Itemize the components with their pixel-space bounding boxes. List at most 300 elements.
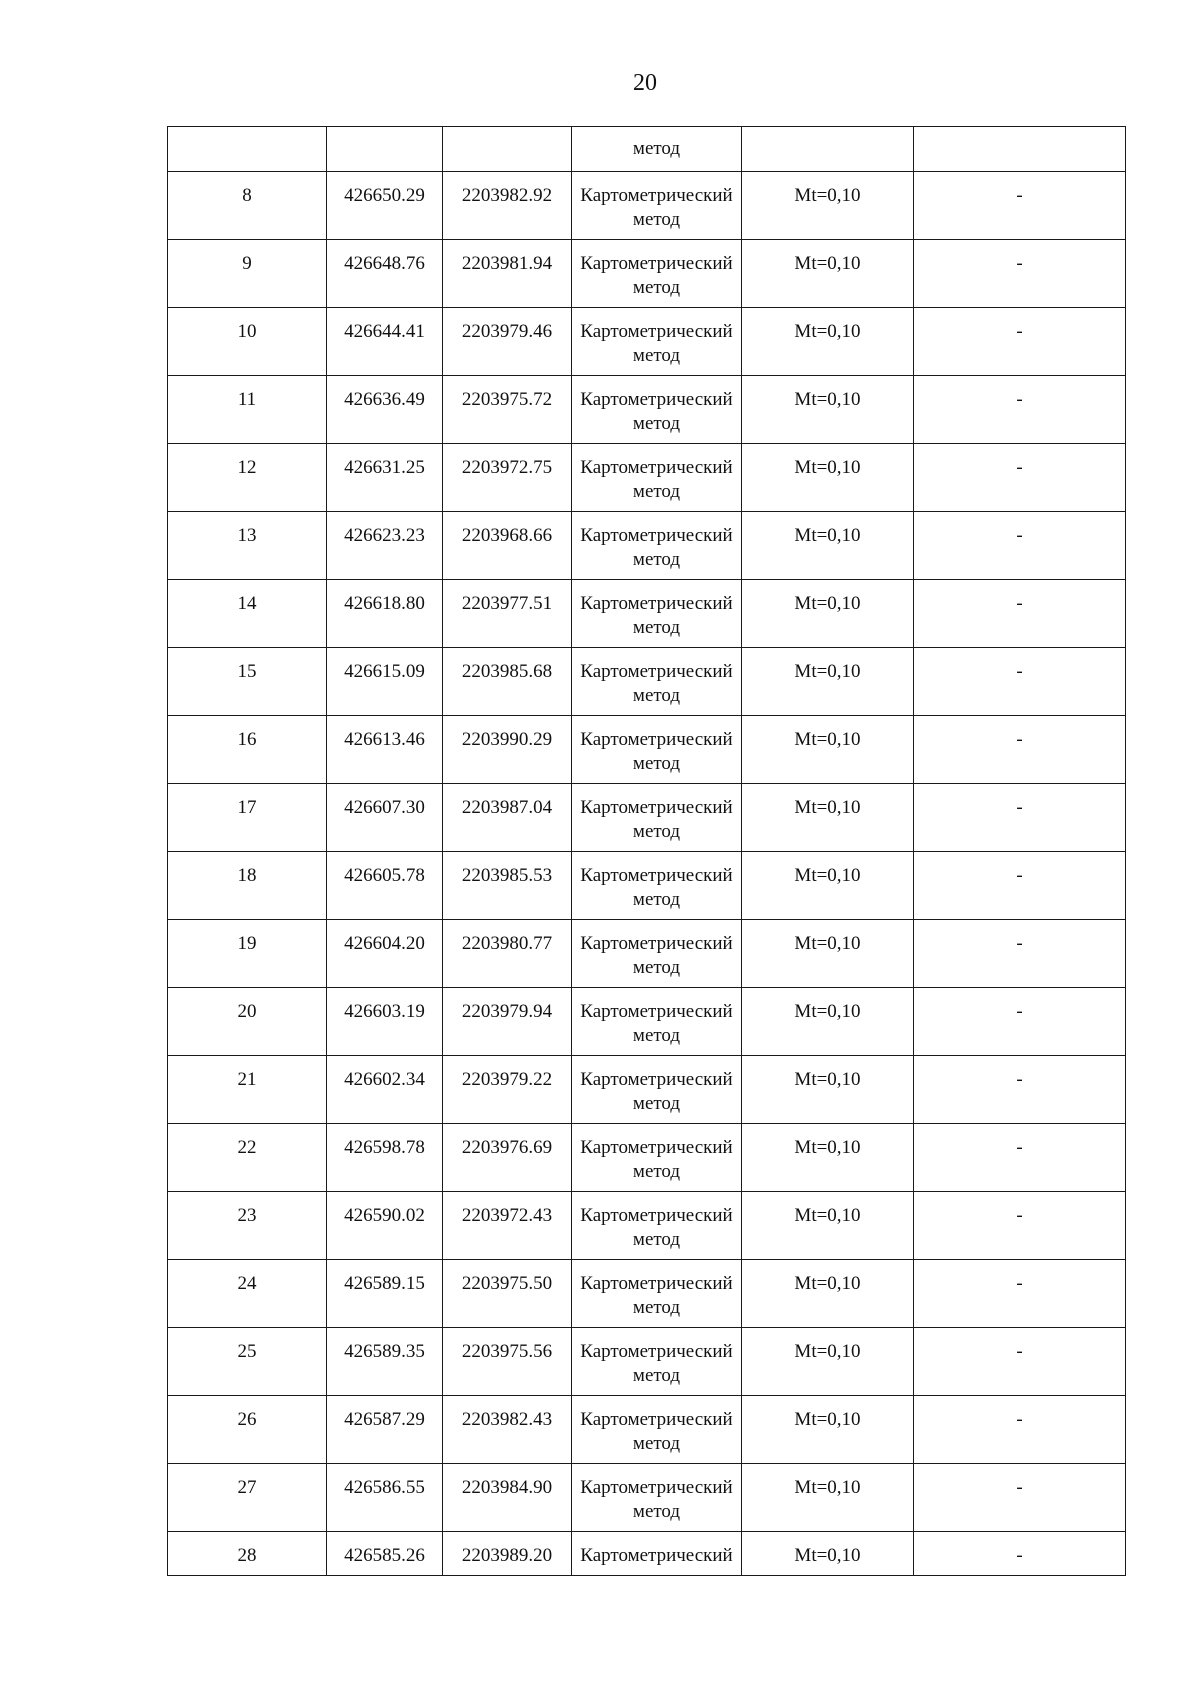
method-text <box>572 1532 741 1568</box>
point-number-text: 11 <box>237 389 257 410</box>
table-row <box>168 580 1126 648</box>
method-line-1: Картометрический <box>580 1137 733 1158</box>
method-text <box>572 240 741 300</box>
point-number-cell <box>168 580 327 648</box>
x-coordinate-cell <box>327 308 443 376</box>
method-line-2: метод <box>632 549 681 570</box>
method-line-1: Картометрический <box>580 1477 733 1498</box>
point-number-cell <box>168 376 327 444</box>
method-line-2: метод <box>632 1297 681 1318</box>
note-cell <box>914 1532 1126 1576</box>
x-coordinate-text: 426590.02 <box>344 1205 425 1226</box>
method-text <box>572 308 741 368</box>
x-coordinate-text: 426605.78 <box>344 865 425 886</box>
y-coordinate-cell <box>443 580 572 648</box>
note-cell <box>914 172 1126 240</box>
y-coordinate-text: 2203968.66 <box>461 525 553 546</box>
x-coordinate-cell <box>327 1260 443 1328</box>
note-cell <box>914 240 1126 308</box>
y-coordinate-cell <box>443 240 572 308</box>
point-number-text: 27 <box>237 1477 257 1498</box>
method-text <box>572 1464 741 1524</box>
method-cell <box>572 1396 742 1464</box>
x-coordinate-text: 426615.09 <box>344 661 425 682</box>
method-cell <box>572 784 742 852</box>
accuracy-cell <box>742 716 914 784</box>
note-text: - <box>1016 865 1023 886</box>
note-text: - <box>1016 1273 1023 1294</box>
method-text <box>572 376 741 436</box>
x-coordinate-text: 426586.55 <box>344 1477 425 1498</box>
table-body <box>168 127 1126 1576</box>
method-text <box>572 580 741 640</box>
method-line-1: Картометрический <box>580 797 733 818</box>
accuracy-cell <box>742 988 914 1056</box>
method-text: метод <box>632 138 681 159</box>
point-number-cell <box>168 1124 327 1192</box>
method-line-1: Картометрический <box>580 1409 733 1430</box>
method-cell <box>572 988 742 1056</box>
accuracy-text: Mt=0,10 <box>794 457 861 478</box>
point-number-cell <box>168 1532 327 1576</box>
point-number-text: 22 <box>237 1137 257 1158</box>
point-number-cell <box>168 716 327 784</box>
table-row <box>168 716 1126 784</box>
note-cell <box>914 308 1126 376</box>
y-coordinate-cell <box>443 852 572 920</box>
method-text <box>572 1192 741 1252</box>
method-text <box>572 1396 741 1456</box>
point-number-text: 25 <box>237 1341 257 1362</box>
note-text: - <box>1016 1341 1023 1362</box>
table-row <box>168 1532 1126 1576</box>
y-coordinate-text: 2203972.43 <box>461 1205 553 1226</box>
y-coordinate-cell <box>443 1192 572 1260</box>
accuracy-cell <box>742 376 914 444</box>
table-row <box>168 1192 1126 1260</box>
accuracy-text: Mt=0,10 <box>794 933 861 954</box>
accuracy-text: Mt=0,10 <box>794 1205 861 1226</box>
note-text: - <box>1016 661 1023 682</box>
x-coordinate-text: 426648.76 <box>344 253 425 274</box>
accuracy-text: Mt=0,10 <box>794 321 861 342</box>
table-row <box>168 1396 1126 1464</box>
point-number-cell <box>168 648 327 716</box>
note-text: - <box>1016 797 1023 818</box>
y-coordinate-text: 2203990.29 <box>461 729 553 750</box>
table-row <box>168 852 1126 920</box>
accuracy-text: Mt=0,10 <box>794 797 861 818</box>
point-number-text: 28 <box>237 1545 257 1566</box>
point-number-cell <box>168 1328 327 1396</box>
point-number-cell <box>168 852 327 920</box>
point-number-cell <box>168 512 327 580</box>
y-coordinate-text: 2203975.50 <box>461 1273 553 1294</box>
accuracy-cell <box>742 1396 914 1464</box>
y-coordinate-cell <box>443 308 572 376</box>
method-line-2: метод <box>632 1093 681 1114</box>
point-number-text: 9 <box>242 253 252 274</box>
y-coordinate-text: 2203977.51 <box>461 593 553 614</box>
method-line-2: метод <box>632 413 681 434</box>
accuracy-text: Mt=0,10 <box>794 1341 861 1362</box>
method-line-1: Картометрический <box>580 1545 733 1566</box>
method-text <box>572 172 741 232</box>
y-coordinate-text: 2203975.56 <box>461 1341 553 1362</box>
note-cell <box>914 920 1126 988</box>
method-line-1: Картометрический <box>580 1205 733 1226</box>
y-coordinate-cell <box>443 172 572 240</box>
x-coordinate-cell <box>327 1396 443 1464</box>
accuracy-text: Mt=0,10 <box>794 253 861 274</box>
accuracy-text: Mt=0,10 <box>794 1001 861 1022</box>
note-cell <box>914 1124 1126 1192</box>
point-number-text: 15 <box>237 661 257 682</box>
method-cell <box>572 1328 742 1396</box>
accuracy-cell <box>742 580 914 648</box>
y-coordinate-text: 2203985.53 <box>461 865 553 886</box>
point-number-text: 10 <box>237 321 257 342</box>
point-number-cell <box>168 444 327 512</box>
y-coordinate-cell <box>443 376 572 444</box>
continuation-row <box>168 127 1126 172</box>
method-cell <box>572 852 742 920</box>
y-coordinate-text: 2203982.92 <box>461 185 553 206</box>
point-number-cell <box>168 1260 327 1328</box>
point-number-cell <box>168 172 327 240</box>
method-line-2: метод <box>632 821 681 842</box>
table-row <box>168 1328 1126 1396</box>
y-coordinate-cell <box>443 1396 572 1464</box>
x-coordinate-cell <box>327 1464 443 1532</box>
x-coordinate-text: 426587.29 <box>344 1409 425 1430</box>
table-row <box>168 376 1126 444</box>
point-number-text: 23 <box>237 1205 257 1226</box>
point-number-cell <box>168 308 327 376</box>
x-coordinate-cell <box>327 376 443 444</box>
y-coordinate-cell <box>443 784 572 852</box>
method-text <box>572 1328 741 1388</box>
method-text <box>572 1260 741 1320</box>
accuracy-text: Mt=0,10 <box>794 593 861 614</box>
note-text: - <box>1016 389 1023 410</box>
x-coordinate-text: 426604.20 <box>344 933 425 954</box>
table-row <box>168 1056 1126 1124</box>
y-coordinate-text: 2203981.94 <box>461 253 553 274</box>
x-coordinate-cell <box>327 444 443 512</box>
accuracy-cell <box>742 852 914 920</box>
y-coordinate-text: 2203979.22 <box>461 1069 553 1090</box>
note-text: - <box>1016 185 1023 206</box>
method-text <box>572 716 741 776</box>
table-row <box>168 240 1126 308</box>
method-cell <box>572 580 742 648</box>
table-row <box>168 988 1126 1056</box>
method-cell <box>572 920 742 988</box>
y-coordinate-cell <box>443 1124 572 1192</box>
note-cell <box>914 716 1126 784</box>
method-cell <box>572 648 742 716</box>
accuracy-text: Mt=0,10 <box>794 1477 861 1498</box>
method-line-1: Картометрический <box>580 525 733 546</box>
point-number-text: 26 <box>237 1409 257 1430</box>
y-coordinate-text: 2203984.90 <box>461 1477 553 1498</box>
x-coordinate-cell <box>327 1532 443 1576</box>
method-line-2: метод <box>632 1229 681 1250</box>
note-cell <box>914 1328 1126 1396</box>
method-cell <box>572 240 742 308</box>
method-line-2: метод <box>632 481 681 502</box>
x-coordinate-cell <box>327 1328 443 1396</box>
x-coordinate-text: 426650.29 <box>344 185 425 206</box>
method-cell <box>572 127 742 172</box>
x-coordinate-cell <box>327 920 443 988</box>
point-number-cell <box>168 1464 327 1532</box>
accuracy-cell <box>742 1260 914 1328</box>
point-number-text: 19 <box>237 933 257 954</box>
y-coordinate-text: 2203975.72 <box>461 389 553 410</box>
y-coordinate-cell <box>443 920 572 988</box>
x-coordinate-cell <box>327 852 443 920</box>
method-line-1: Картометрический <box>580 457 733 478</box>
accuracy-text: Mt=0,10 <box>794 525 861 546</box>
method-line-2: метод <box>632 277 681 298</box>
x-coordinate-cell <box>327 127 443 172</box>
note-text: - <box>1016 729 1023 750</box>
method-cell <box>572 512 742 580</box>
method-text <box>572 444 741 504</box>
y-coordinate-cell <box>443 1464 572 1532</box>
x-coordinate-cell <box>327 1124 443 1192</box>
note-text: - <box>1016 1001 1023 1022</box>
method-line-2: метод <box>632 1501 681 1522</box>
point-number-cell <box>168 1056 327 1124</box>
note-cell <box>914 512 1126 580</box>
x-coordinate-text: 426613.46 <box>344 729 425 750</box>
accuracy-cell <box>742 1328 914 1396</box>
note-text: - <box>1016 525 1023 546</box>
accuracy-cell <box>742 1464 914 1532</box>
y-coordinate-cell <box>443 444 572 512</box>
note-cell <box>914 852 1126 920</box>
y-coordinate-text: 2203979.46 <box>461 321 553 342</box>
note-cell <box>914 1056 1126 1124</box>
accuracy-text: Mt=0,10 <box>794 729 861 750</box>
accuracy-cell <box>742 240 914 308</box>
y-coordinate-cell <box>443 988 572 1056</box>
accuracy-cell <box>742 784 914 852</box>
method-text <box>572 648 741 708</box>
accuracy-cell <box>742 648 914 716</box>
y-coordinate-text: 2203987.04 <box>461 797 553 818</box>
y-coordinate-text: 2203979.94 <box>461 1001 553 1022</box>
y-coordinate-cell <box>443 1056 572 1124</box>
x-coordinate-cell <box>327 172 443 240</box>
y-coordinate-text: 2203985.68 <box>461 661 553 682</box>
method-cell <box>572 376 742 444</box>
accuracy-text: Mt=0,10 <box>794 1273 861 1294</box>
method-line-2: метод <box>632 345 681 366</box>
x-coordinate-text: 426636.49 <box>344 389 425 410</box>
y-coordinate-text: 2203989.20 <box>461 1545 553 1566</box>
x-coordinate-text: 426589.35 <box>344 1341 425 1362</box>
method-line-1: Картометрический <box>580 729 733 750</box>
method-cell <box>572 444 742 512</box>
x-coordinate-text: 426603.19 <box>344 1001 425 1022</box>
method-line-1: Картометрический <box>580 185 733 206</box>
method-text <box>572 784 741 844</box>
method-line-2: метод <box>632 753 681 774</box>
note-text: - <box>1016 593 1023 614</box>
point-number-cell <box>168 784 327 852</box>
y-coordinate-text: 2203980.77 <box>461 933 553 954</box>
accuracy-cell <box>742 920 914 988</box>
y-coordinate-text: 2203982.43 <box>461 1409 553 1430</box>
accuracy-text: Mt=0,10 <box>794 185 861 206</box>
method-cell <box>572 308 742 376</box>
x-coordinate-cell <box>327 240 443 308</box>
method-line-1: Картометрический <box>580 389 733 410</box>
note-text: - <box>1016 1477 1023 1498</box>
accuracy-cell <box>742 1192 914 1260</box>
method-line-1: Картометрический <box>580 1273 733 1294</box>
method-line-2: метод <box>632 1433 681 1454</box>
note-cell <box>914 784 1126 852</box>
method-line-2: метод <box>632 617 681 638</box>
method-line-2: метод <box>632 889 681 910</box>
note-text: - <box>1016 1205 1023 1226</box>
x-coordinate-cell <box>327 784 443 852</box>
x-coordinate-cell <box>327 648 443 716</box>
x-coordinate-cell <box>327 988 443 1056</box>
note-cell <box>914 376 1126 444</box>
point-number-cell <box>168 1192 327 1260</box>
accuracy-cell <box>742 1056 914 1124</box>
point-number-text: 21 <box>237 1069 257 1090</box>
method-line-2: метод <box>632 1365 681 1386</box>
accuracy-text: Mt=0,10 <box>794 865 861 886</box>
method-cell <box>572 716 742 784</box>
method-line-2: метод <box>632 1025 681 1046</box>
note-text: - <box>1016 1545 1023 1566</box>
note-text: - <box>1016 457 1023 478</box>
method-line-2: метод <box>632 209 681 230</box>
point-number-text: 17 <box>237 797 257 818</box>
point-number-text: 13 <box>237 525 257 546</box>
accuracy-cell <box>742 512 914 580</box>
point-number-text: 8 <box>242 185 252 206</box>
note-cell <box>914 127 1126 172</box>
note-text: - <box>1016 933 1023 954</box>
method-line-1: Картометрический <box>580 1069 733 1090</box>
note-cell <box>914 1192 1126 1260</box>
x-coordinate-cell <box>327 580 443 648</box>
x-coordinate-text: 426607.30 <box>344 797 425 818</box>
accuracy-text: Mt=0,10 <box>794 1137 861 1158</box>
x-coordinate-text: 426623.23 <box>344 525 425 546</box>
note-cell <box>914 444 1126 512</box>
table-row <box>168 784 1126 852</box>
x-coordinate-text: 426631.25 <box>344 457 425 478</box>
note-text: - <box>1016 1069 1023 1090</box>
table-row <box>168 172 1126 240</box>
method-line-1: Картометрический <box>580 1341 733 1362</box>
table-row <box>168 512 1126 580</box>
note-cell <box>914 648 1126 716</box>
x-coordinate-cell <box>327 716 443 784</box>
point-number-text: 24 <box>237 1273 257 1294</box>
y-coordinate-cell <box>443 1532 572 1576</box>
x-coordinate-text: 426644.41 <box>344 321 425 342</box>
method-line-1: Картометрический <box>580 933 733 954</box>
note-cell <box>914 1260 1126 1328</box>
y-coordinate-cell <box>443 1260 572 1328</box>
method-text <box>572 852 741 912</box>
y-coordinate-cell <box>443 716 572 784</box>
x-coordinate-text: 426618.80 <box>344 593 425 614</box>
y-coordinate-cell <box>443 127 572 172</box>
method-line-2: метод <box>632 685 681 706</box>
accuracy-text: Mt=0,10 <box>794 389 861 410</box>
note-cell <box>914 1396 1126 1464</box>
point-number-cell <box>168 920 327 988</box>
point-number-text: 12 <box>237 457 257 478</box>
x-coordinate-text: 426602.34 <box>344 1069 425 1090</box>
method-text <box>572 1056 741 1116</box>
y-coordinate-text: 2203976.69 <box>461 1137 553 1158</box>
x-coordinate-text: 426585.26 <box>344 1545 425 1566</box>
x-coordinate-text: 426598.78 <box>344 1137 425 1158</box>
note-cell <box>914 1464 1126 1532</box>
method-cell <box>572 1260 742 1328</box>
table-row <box>168 920 1126 988</box>
method-line-1: Картометрический <box>580 865 733 886</box>
note-text: - <box>1016 1137 1023 1158</box>
accuracy-cell <box>742 1124 914 1192</box>
note-cell <box>914 580 1126 648</box>
point-number-text: 16 <box>237 729 257 750</box>
method-cell <box>572 172 742 240</box>
table-row <box>168 1464 1126 1532</box>
method-line-1: Картометрический <box>580 1001 733 1022</box>
table-row <box>168 308 1126 376</box>
page-number: 20 <box>633 70 657 96</box>
accuracy-text: Mt=0,10 <box>794 1069 861 1090</box>
note-text: - <box>1016 1409 1023 1430</box>
method-text <box>572 920 741 980</box>
y-coordinate-cell <box>443 648 572 716</box>
point-number-text: 18 <box>237 865 257 886</box>
method-line-2: метод <box>632 957 681 978</box>
accuracy-text: Mt=0,10 <box>794 661 861 682</box>
x-coordinate-cell <box>327 512 443 580</box>
method-line-1: Картометрический <box>580 593 733 614</box>
point-number-cell <box>168 1396 327 1464</box>
method-cell <box>572 1056 742 1124</box>
y-coordinate-text: 2203972.75 <box>461 457 553 478</box>
note-text: - <box>1016 321 1023 342</box>
table-row <box>168 1260 1126 1328</box>
table-row <box>168 444 1126 512</box>
method-cell <box>572 1532 742 1576</box>
coordinates-table <box>167 126 1126 1576</box>
accuracy-text: Mt=0,10 <box>794 1409 861 1430</box>
point-number-cell <box>168 988 327 1056</box>
point-number-text: 14 <box>237 593 257 614</box>
point-number-text: 20 <box>237 1001 257 1022</box>
y-coordinate-cell <box>443 1328 572 1396</box>
accuracy-cell <box>742 444 914 512</box>
